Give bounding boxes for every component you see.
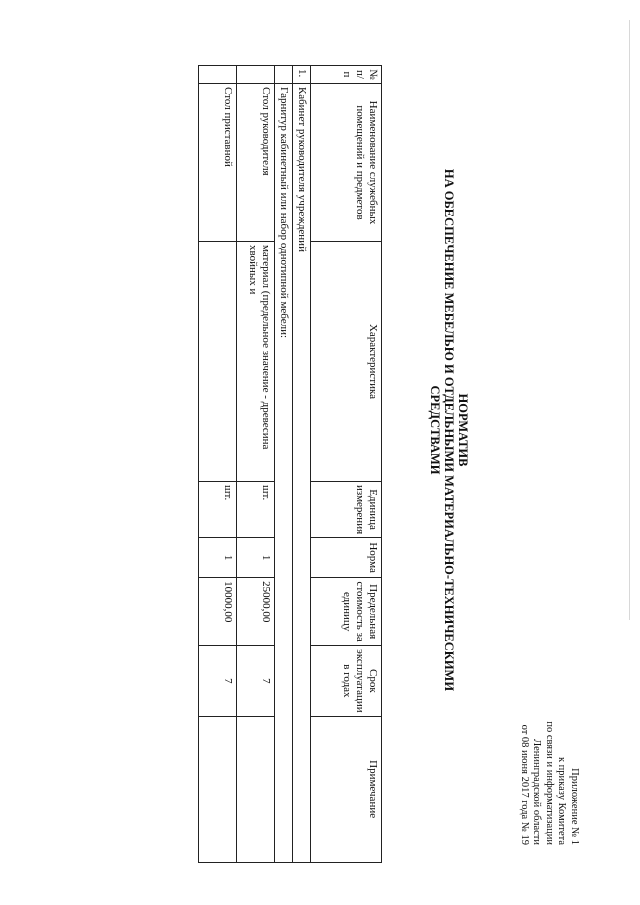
appendix-line: Приложение № 1: [569, 768, 580, 845]
header-term: Срок эксплуатации в годах: [311, 646, 382, 716]
header-note: Примечание: [311, 716, 382, 862]
document-title: [428, 140, 470, 720]
title-line: НОРМАТИВ: [456, 393, 470, 467]
scan-edge-line: [629, 20, 630, 620]
header-norm: Норма: [311, 538, 382, 578]
table-row: [199, 66, 237, 863]
row-price: 10000,00: [199, 578, 237, 646]
header-unit: Единица измерения: [311, 482, 382, 538]
subsection-title: Гарнитур кабинетный или набор однотипной мебели:: [275, 84, 293, 863]
row-price: 25000,00: [237, 578, 275, 646]
row-num-cell: [237, 66, 275, 84]
section-title: Кабинет руководителя учреждений: [293, 84, 311, 863]
appendix-line: к приказу Комитета: [556, 756, 568, 845]
row-term: 7: [237, 646, 275, 716]
row-note: [199, 716, 237, 862]
row-unit: шт.: [199, 482, 237, 538]
section-num: 1.: [293, 66, 311, 84]
section-row: [293, 66, 311, 863]
header-name: Наименование служебных помещений и предметов: [311, 84, 382, 242]
table-row: [237, 66, 275, 863]
row-norm: 1: [237, 538, 275, 578]
row-name: Стол приставной: [199, 84, 237, 242]
row-term: 7: [199, 646, 237, 716]
subsection-row: [275, 66, 293, 863]
row-name: Стол руководителя: [237, 84, 275, 242]
row-num-cell: [199, 66, 237, 84]
appendix-line: Ленинградской области: [531, 739, 543, 845]
row-norm: 1: [199, 538, 237, 578]
appendix-line: по связи и информатизации: [544, 721, 555, 845]
header-characteristic: Характеристика: [311, 242, 382, 482]
subsection-num-cell: [275, 66, 293, 84]
row-characteristic: материал (предельное значение - древесина хвойных и: [237, 242, 275, 482]
header-num: № п/п: [311, 66, 382, 84]
row-characteristic: [199, 242, 237, 482]
appendix-line: от 08 июня 2017 года № 19: [519, 724, 530, 845]
norms-table: [198, 65, 382, 863]
table-header-row: [311, 66, 382, 863]
title-line: НА ОБЕСПЕЧЕНИЕ МЕБЕЛЬЮ И ОТДЕЛЬНЫМИ МАТЕРИАЛЬНО-ТЕХНИЧЕСКИМИ: [442, 168, 456, 692]
row-unit: шт.: [237, 482, 275, 538]
appendix-block: [518, 645, 581, 845]
header-price: Предельная стоимость за единицу: [311, 578, 382, 646]
row-note: [237, 716, 275, 862]
title-line: СРЕДСТВАМИ: [428, 385, 442, 475]
